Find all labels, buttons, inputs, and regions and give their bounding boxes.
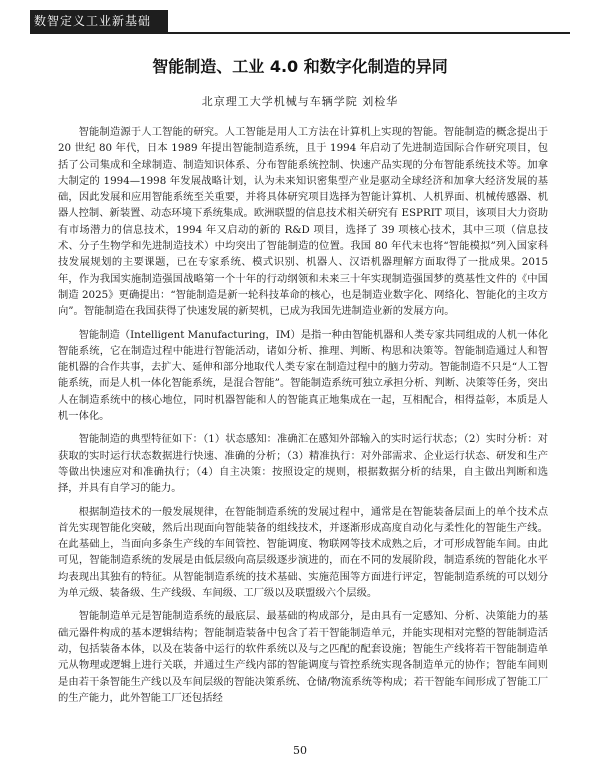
paragraph: 智能制造源于人工智能的研究。人工智能是用人工方法在计算机上实现的智能。智能制造的概念提出于 20 世纪 80 年代，日本 1989 年提出智能制造系统，且于 1994 年启动了先进制造国际合作研究项目，包括了公司集成和全球制造、制造知识体系、分布智能系统控制、快速产品实现的分布智能系统技术等。加拿大制定的 1994—1998 年发展战略计划，认为未来知识密集型产业是驱动全球经济和加拿大经济发展的基础，因此发展和应用智能系统至关重要，并将具体研究项目选择为智能计算机、人机界面、机械传感器、机器人控制、新装置、动态环境下系统集成。欧洲联盟的信息技术相关研究有 ESPRIT 项目，该项目大力资助有市场潜力的信息技术，1994 年又启动的新的 R&D 项目，选择了 39 项核心技术，其中三项（信息技术、分子生物学和先进制造技术）中均突出了智能制造的位置。我国 80 年代末也将“智能模拟”列入国家科技发展规划的主要课题，已在专家系统、模式识别、机器人、汉语机器理解方面取得了一批成果。2015 年，作为我国实施制造强国战略第一个十年的行动纲领和未来三十年实现制造强国梦的奠基性文件的《中国制造 2025》更确提出：“智能制造是新一轮科技革命的核心，也是制造业数字化、网络化、智能化的主攻方向”。智能制造在我国获得了快速发展的新契机，已成为我国先进制造业新的发展方向。 bbox=[58, 126, 548, 318]
paragraph: 智能制造的典型特征如下：（1）状态感知：准确汇在感知外部输入的实时运行状态；（2）实时分析：对获取的实时运行状态数据进行快速、准确的分析；（3）精准执行：对外部需求、企业运行状态、研发和生产等做出快速应对和准确执行；（4）自主决策：按照设定的规则，根据数据分析的结果，自主做出判断和选择，并具有自学习的能力。 bbox=[58, 433, 548, 495]
paragraph: 根据制造技术的一般发展规律，在智能制造系统的发展过程中，通常是在智能装备层面上的单个技术点首先实现智能化突破，然后出现面向智能装备的组线技术，并逐渐形成高度自动化与柔性化的智能生产线。在此基础上，当面向多条生产线的车间管控、智能调度、物联网等技术成熟之后，才可形成智能车间。由此可见，智能制造系统的发展是由低层级向高层级逐步演进的，而在不同的发展阶段，制造系统的智能化水平均表现出其独有的特征。从智能制造系统的技术基础、实施范围等方面进行评定，智能制造系统的可以划分为单元级、装备级、生产线级、车间级、工厂级以及联盟级六个层级。 bbox=[58, 505, 548, 600]
paragraph: 智能制造（Intelligent Manufacturing，IM）是指一种由智能机器和人类专家共同组成的人机一体化智能系统，它在制造过程中能进行智能活动，诸如分析、推理、判断、构思和决策等。智能制造通过人和智能机器的合作共事，去扩大、延伸和部分地取代人类专家在制造过程中的脑力劳动。智能制造不只是“人工智能系统，而是人机一体化智能系统，是混合智能”。智能制造系统可独立承担分析、判断、决策等任务，突出人在制造系统中的核心地位，同时机器智能和人的智能真正地集成在一起，互相配合，相得益彰，本质是人机一体化。 bbox=[58, 328, 548, 423]
page-number: 50 bbox=[293, 744, 307, 757]
header-rule bbox=[30, 32, 570, 34]
author-byline: 北京理工大学机械与车辆学院 刘检华 bbox=[201, 95, 399, 108]
paragraph: 智能制造单元是智能制造系统的最底层、最基础的构成部分，是由具有一定感知、分析、决策能力的基础元器件构成的基本逻辑结构；智能制造装备中包含了若干智能制造单元，并能实现相对完整的智能制造活动，包括装备本体，以及在装备中运行的软件系统以及与之匹配的配套设施；智能生产线将若干智能制造单元从物理或逻辑上进行关联，并通过生产线内部的智能调度与管控系统实现各制造单元的协作；智能车间则是由若干条智能生产线以及车间层级的智能决策系统、仓储/物流系统等构成；若干智能车间形成了智能工厂的生产能力，此外智能工厂还包括经 bbox=[58, 610, 548, 704]
article-body bbox=[58, 124, 548, 713]
article-title: 智能制造、工业 4.0 和数字化制造的异同 bbox=[152, 57, 448, 76]
column-banner: 数智定义工业新基础 bbox=[30, 10, 168, 32]
